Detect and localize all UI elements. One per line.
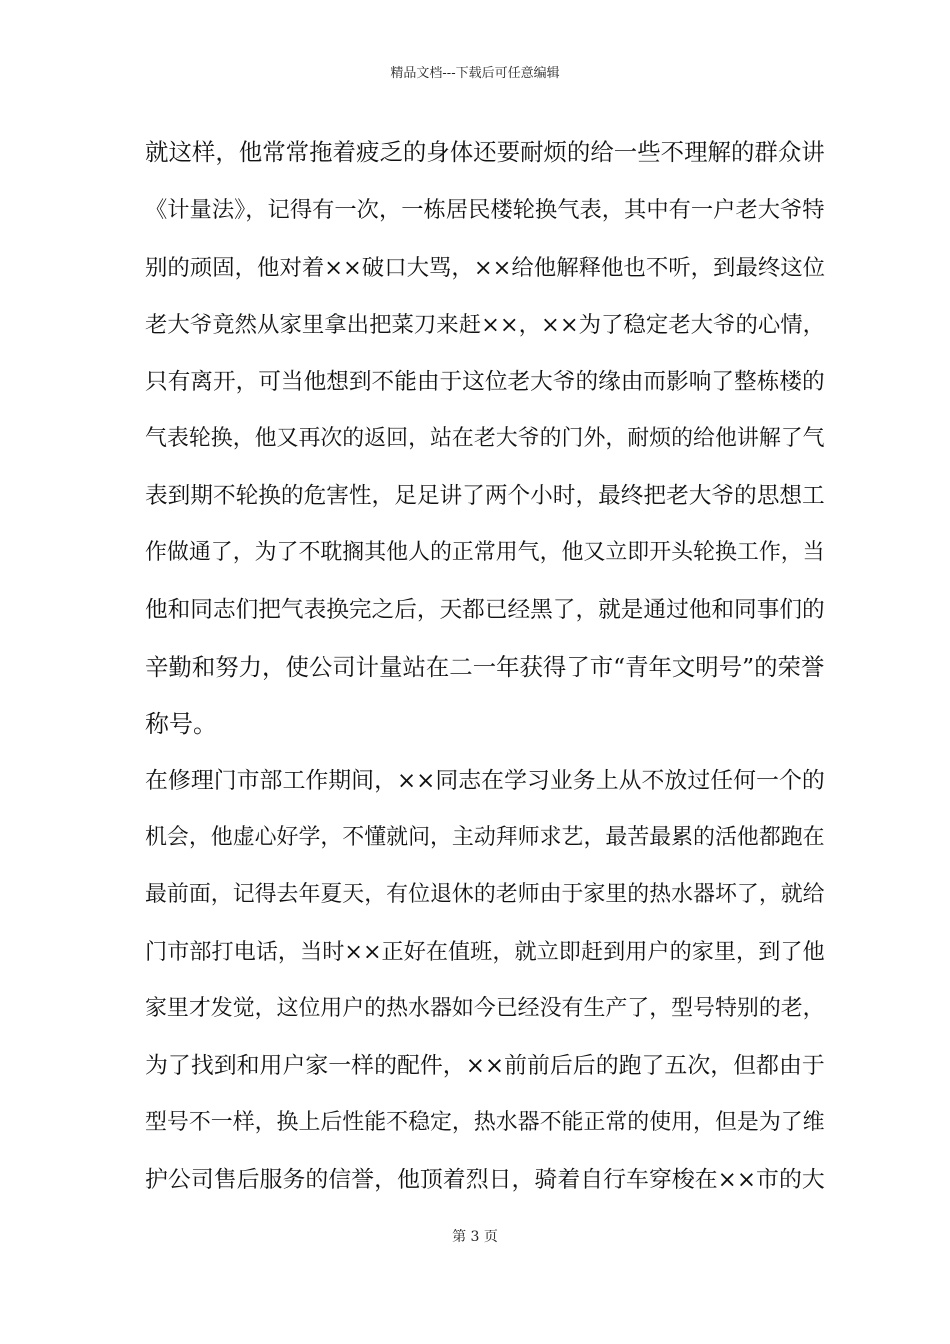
text-line: 只有离开，可当他想到不能由于这位老大爷的缘由而影响了整栋楼的	[145, 369, 825, 395]
page-number: 第 3 页	[452, 1229, 498, 1245]
text-line: 家里才发觉，这位用户的热水器如今已经没有生产了，型号特别的老，	[145, 996, 825, 1021]
page-header: 精品文档---下载后可任意编辑	[390, 66, 560, 81]
text-line: 气表轮换，他又再次的返回，站在老大爷的门外，耐烦的给他讲解了气	[145, 426, 825, 451]
text-line: 型号不一样，换上后性能不稳定，热水器不能正常的使用，但是为了维	[145, 1110, 825, 1135]
text-line: 为了找到和用户家一样的配件，××前前后后的跑了五次，但都由于	[145, 1053, 825, 1079]
text-line: 机会，他虚心好学，不懂就问，主动拜师求艺，最苦最累的活他都跑在	[145, 825, 825, 850]
text-line: 最前面，记得去年夏天，有位退休的老师由于家里的热水器坏了，就给	[145, 882, 825, 907]
text-line: 称号。	[145, 710, 217, 738]
text-line: 《计量法》，记得有一次，一栋居民楼轮换气表，其中有一户老大爷特	[145, 197, 825, 223]
text-line: 作做通了，为了不耽搁其他人的正常用气，他又立即开头轮换工作，当	[145, 540, 825, 565]
text-line: 他和同志们把气表换完之后，天都已经黑了，就是通过他和同事们的	[145, 597, 825, 623]
text-line: 门市部打电话，当时××正好在值班，就立即赶到用户的家里，到了他	[145, 939, 825, 965]
text-line: 就这样，他常常拖着疲乏的身体还要耐烦的给一些不理解的群众讲	[145, 138, 825, 166]
text-line: 表到期不轮换的危害性，足足讲了两个小时，最终把老大爷的思想工	[145, 483, 825, 509]
text-line: 别的顽固，他对着××破口大骂，××给他解释他也不听，到最终这位	[145, 255, 826, 281]
text-line: 辛勤和努力，使公司计量站在二一年获得了市“青年文明号”的荣誉	[145, 653, 825, 681]
text-line: 老大爷竟然从家里拿出把菜刀来赶××，××为了稳定老大爷的心情，	[145, 312, 826, 338]
text-line: 在修理门市部工作期间，××同志在学习业务上从不放过任何一个的	[145, 768, 825, 794]
text-line: 护公司售后服务的信誉，他顶着烈日，骑着自行车穿梭在××市的大	[145, 1167, 825, 1193]
